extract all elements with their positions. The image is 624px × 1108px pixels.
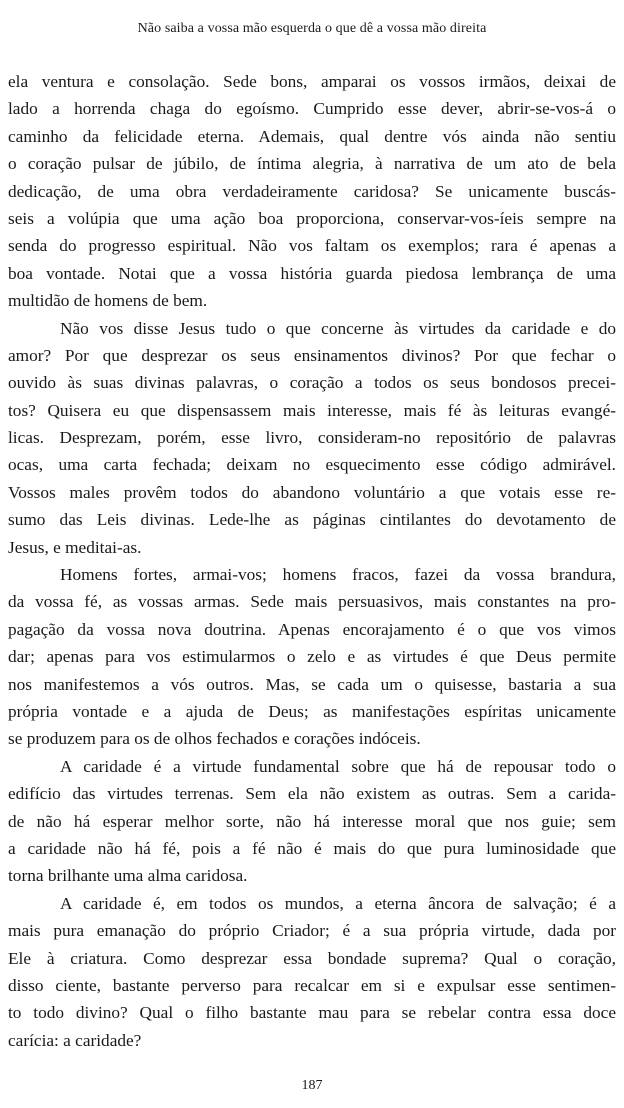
text-line: amor? Por que desprezar os seus ensinamentos divinos? Por que fechar o <box>8 345 616 365</box>
paragraph-first-line: Não vos disse Jesus tudo o que concerne às virtudes da caridade e do <box>60 318 616 338</box>
text-line: Jesus, e meditai-as. <box>8 537 142 557</box>
text-line: seis a volúpia que uma ação boa proporciona, conservar-vos-íeis sempre na <box>8 208 616 228</box>
running-header: Não saiba a vossa mão esquerda o que dê a vossa mão direita <box>137 21 487 36</box>
text-line: o coração pulsar de júbilo, de íntima alegria, à narrativa de um ato de bela <box>8 154 616 174</box>
text-line: Vossos males provêm todos do abandono voluntário a que votais esse re- <box>8 482 616 502</box>
text-line: dedicação, de uma obra verdadeiramente caridosa? Se unicamente buscás- <box>8 181 616 201</box>
text-line: nos manifestemos a vós outros. Mas, se cada um o quisesse, bastaria a sua <box>8 674 616 694</box>
paragraph-first-line: A caridade é, em todos os mundos, a eterna âncora de salvação; é a <box>60 893 616 913</box>
text-line: própria vontade e a ajuda de Deus; as manifestações espíritas unicamente <box>8 701 616 721</box>
text-line: ouvido às suas divinas palavras, o coração a todos os seus bondosos precei- <box>8 373 616 393</box>
text-line: multidão de homens de bem. <box>8 291 208 311</box>
body-text <box>8 68 616 1054</box>
text-line: a caridade não há fé, pois a fé não é mais do que pura luminosidade que <box>8 838 616 858</box>
text-line: Ele à criatura. Como desprezar essa bondade suprema? Qual o coração, <box>8 948 616 968</box>
text-line: senda do progresso espiritual. Não vos faltam os exemplos; rara é apenas a <box>8 236 616 256</box>
text-line: tos? Quisera eu que dispensassem mais interesse, mais fé às leituras evangé- <box>8 400 616 420</box>
text-line: dar; apenas para vos estimularmos o zelo e as virtudes é que Deus permite <box>8 647 616 667</box>
text-line: se produzem para os de olhos fechados e corações indóceis. <box>8 729 421 749</box>
text-line: sumo das Leis divinas. Lede-lhe as páginas cintilantes do devotamento de <box>8 510 616 530</box>
text-line: pagação da vossa nova doutrina. Apenas encorajamento é o que vos vimos <box>8 619 616 639</box>
text-line: de não há esperar melhor sorte, não há interesse moral que nos guie; sem <box>8 811 616 831</box>
text-line: mais pura emanação do próprio Criador; é a sua própria virtude, dada por <box>8 921 616 941</box>
text-line: edifício das virtudes terrenas. Sem ela não existem as outras. Sem a carida- <box>8 784 616 804</box>
text-line: ocas, uma carta fechada; deixam no esquecimento esse código admirável. <box>8 455 616 475</box>
text-line: carícia: a caridade? <box>8 1030 142 1050</box>
text-line: lado a horrenda chaga do egoísmo. Cumprido esse dever, abrir-se-vos-á o <box>8 99 616 119</box>
page-number: 187 <box>301 1078 323 1093</box>
text-line: to todo divino? Qual o filho bastante mau para se rebelar contra essa doce <box>8 1003 616 1023</box>
text-line: licas. Desprezam, porém, esse livro, consideram-no repositório de palavras <box>8 428 616 448</box>
text-line: caminho da felicidade eterna. Ademais, qual dentre vós ainda não sentiu <box>8 126 616 146</box>
paragraph-first-line: A caridade é a virtude fundamental sobre que há de repousar todo o <box>60 756 616 776</box>
text-line: da vossa fé, as vossas armas. Sede mais persuasivos, mais constantes na pro- <box>8 592 616 612</box>
text-line: boa vontade. Notai que a vossa história guarda piedosa lembrança de uma <box>8 263 616 283</box>
text-line: ela ventura e consolação. Sede bons, amparai os vossos irmãos, deixai de <box>8 72 616 91</box>
text-line: torna brilhante uma alma caridosa. <box>8 866 248 886</box>
paragraph-first-line: Homens fortes, armai-vos; homens fracos, fazei da vossa brandura, <box>60 565 616 585</box>
text-line: disso ciente, bastante perverso para recalcar em si e expulsar esse sentimen- <box>8 975 616 995</box>
